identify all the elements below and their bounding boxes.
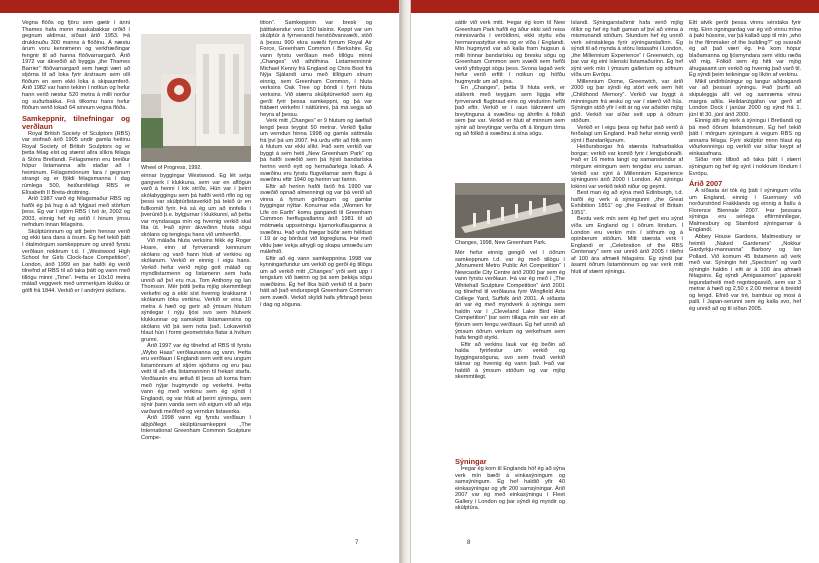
body-paragraph: einnar byggingar Westwood. Ég lét setja gangverk í klukkuna, sem var en aflögun varð á henni í lok stríðs. Hún var í þeirri skólabyggingu sem þá hafði verið rifin og og þessi var skúlptúrlistaverkið þá tekið úr en fullkomið fyrir. Þá sá ég um að innfella í þverúnið þ.e. bylgjurnar í klukkunni, að þetta var myndasaga mín og hvernig verkið skal líta út. Það sýnir ákveðinn hluta sögu skólans og tengingu hans við umhverfið. xyxy=(141,173,251,238)
sculpture-building-image xyxy=(141,34,251,162)
body-paragraph: Heiðursborgar frá stærsta hafnarbakka borgar; verkið var komið fyrir í lengjubúnaði. Það er 16 metra langt og samanstendur af mörgum einingum sem tengdar eru saman. Verkið var sýnt á Millennium Experience sýningunni árið 2000 í London. Að sýningu lokinni var verkið tekið niður og geymt. xyxy=(571,144,683,190)
body-paragraph: Bestu verk mín sem ég hef gert eru sýnd víða um England og í öðrum löndum. Í London eru verkin mín í söfnum og á opinberum stöðum. Mitt stærsta verk í Englandi er „Celebration of the RBS Centenary“ sem var unnið árið 2005 í tilefni af 100 ára afmæli félagsins. Ég sýndi þar ásamt öðrum listamönnum og var verk mitt hluti af stærri sýningu. xyxy=(571,216,683,275)
page-number-left: 7 xyxy=(355,539,359,546)
book-gutter xyxy=(400,0,410,563)
body-paragraph: Íslandi. Sýningarstaðirnir hafa verið mjög ólíkir og hef ég haft gaman af því að vinna á mismunandi stöðum. Stundum hef ég unnið verk sérstaklega fyrir sýningarstaðinn. Ég sýndi til að mynda á stóru listasafni í London, „the Millennium Experience“ í Greenwich, og þar var ég eini íslenski listamaðurinn. Ég hef sýnt verk mín í ýmsum galleríum og söfnum víða um Evrópu. xyxy=(571,20,683,79)
changes-sculpture-photo xyxy=(455,183,565,238)
photo-caption: Wheel of Progress, 1992. xyxy=(141,165,202,171)
body-paragraph: Eftir að herinn hafði farið frá 1990 var svæðið opnað almenningi og var þá verið að vinna á fyrrum girðingum og gamlar byggingar nýttar. Konurnar eða „Women for Life on Earth“ komu gangandi til Greenham Common herflugvallarins árið 1981 til að mótmæla uppsetningu kjarnorkuflauganna á svæðinu. Það urðu frægar búðir sem héldust í 19 ár og börðust við lögregluna. Þar með vildu þær vekja athygli og skapa umræðu um málefnið. xyxy=(260,183,372,256)
body-paragraph: Verkið er í eigu þess og hefur það verið á ferðalagi um England. Það hefur einnig verið sýnt í Bandaríkjunum. xyxy=(571,124,683,144)
body-paragraph: Árið 1998 vann ég fyrstu verðlaun í alþjóðlegri skúlptúrsamkeppni „The International Greenham Common Sculpture Compe- xyxy=(141,415,251,441)
body-paragraph: sáttir við verk mitt. Þegar ég kom til New Greenham Park hafði ég áður ekki séð reisa minnisvarða í veröldinni, ekki styttu eða hermannastyttur eins og er víða í Englandi. Mín hugmynd var að kalla fram hugsun á milli hinnar bandarísku og bresku sögu og Greenham Common sem svæði sem hefði verið yfirbyggt sögu þess. Svona lagað verk hefur verið erfitt í notkun og höfðu hugmyndir um að sýna. xyxy=(455,20,565,85)
right-column-2 xyxy=(571,20,683,538)
right-page xyxy=(410,0,819,563)
body-paragraph: Abbey House Gardens, Malmesbury er heimili „Naked Gardeners“ „Nokkur Gardyrkju-mannanna“ Barbory og Ian Pollard. Við komum 45 listamenn að verk með var. Sýningin hét „Spectrum“ og varð sýningin haldin í eitt ár á 100 ára afmæli félagsins. Ég sýndi „Amigasamon“ japanskt tegundarheiti með regnbogasvið, sem var 3 metrar á hæð og 2,50 x 2,00 metrar á breidd og lengd. Efnið var tré, bambus og mosi á palli. Í Japan-serunni sem ég kalla svo, hef ég unnið að og til síðan 2005. xyxy=(689,233,801,312)
body-paragraph: Síðar mér tilboð að taka þátt í stærri sýningum og hef ég sýnt í nokkrum löndum í Evrópu. xyxy=(689,157,801,177)
right-column-1-top xyxy=(455,20,565,180)
body-paragraph: Árið 1997 var ég tilnefnd af RBS til fyrstu „Wybo Haas“ verðlaunanna og vann. Þetta eru verðlaun í Englandi sem veitt eru ungum listamönnum af stjórn sjóðsins og eru þau veitt til að efla listamanninn til frekari starfa. Verðlaunin eru ætluð til þess að koma fram með nýjar hugmyndir og verkefni. Þetta vann ég með verkinu sem ég sýndi í Englandi, og var hluti af þeirri sýningu, sem sýnir þann vanda sem við eigum við að etja varðandi meðferð og verndun listaverka. xyxy=(141,343,251,415)
right-page-top-bar xyxy=(411,0,819,13)
photo-caption: Changes, 1998, New Greenham Park. xyxy=(455,240,547,246)
body-paragraph: Vegna flóðs og fjöru sem gætir í ánni Thames hafa menn maskabakkar orðið í gegnum aldirnar, síðast árið 1953. Þá drukknuðu 300 manns á flóðinu. Á næstu árum voru kennimenn og verkfræðingar fengnir til að hanna flóðvarnargarð. Árið 1972 var ákveðið að byggja „the Thames Barrier“ flóðvarnargarð sem hægt væri að stjórna til að loka fyrir árstraum sem olli flóðum en sem ekki loka á skipaumferð. Árið 1982 var hann tekinn í notkun og hefur hann verið ræstur 520 metra á milli norður og suðurbakka. Frá tilkomu hans hefur flóðum verið lokað 64 sinnum vegna flóða. xyxy=(22,20,130,112)
body-paragraph: Royal British Society of Sculptors (RBS) var stofnað árið 1905 undir gamla heitinu Royal Society of British Sculptors og er þetta félag elst og stærst allra slíkra félaga á Stóra Bretlandi. Félagsmenn eru breiður hópur listamanna alls staðar að í heiminum. Félagsmönnum fara í gegnum strangt og er fjöldi félagsmanna í dag rúmlega 500, heiðursfélagi RBS er Elísabeth II Breta-drottning. xyxy=(22,130,130,196)
right-column-3 xyxy=(689,20,801,538)
right-column-1-bottom xyxy=(455,455,565,540)
body-paragraph: Skúlptúrinnum og sitt þeim hennar verið og ekki tara dans á ösum. Ég hef tekið þátt í ótalmörgum samkeppnum og unnið fyrstu verðlaun nokkrum t.d. í „Westwood High School for Girls Clock-face Competition“, London, árið 1999 en þar hafði ég verið tilnefnd af RBS til að taka þátt og vann með tillögu minni „Time“. Þetta er 10x10 metra málað veggverk með ummerkjum klukku úr gólfi frá 1844. Verkið er í andrými skólans. xyxy=(22,228,130,294)
body-paragraph: Einnig átti ég verk á sýningu í Bretlandi og þá með öðrum listamönnum. Ég hef tekið þátt í mörgum sýningum á vegum RBS og annarra félaga. Fyrir skúlptúr minn hlaut ég viðurkenningu og verkið var síðar keypt af einkasafnara. xyxy=(689,118,801,157)
left-page-top-bar xyxy=(0,0,399,13)
body-paragraph: Eitt atvik gerði þessa vinnu sérstaka fyrir mig. Einn rigningardag var ég við vinnu mína á þaki hússins, var þá kallað upp til mín „who is the filmmaker of the building?“ og svaraði ég að það væri ég. Þá kom hópur blaðamanna og ljósmyndara sem vildu ræða við mig. Fólkið sem ég hitti var mjög áhugasamt um verkið og hvernig það varð til. Ég sýndi þeim teikningar og líkön af verkinu. xyxy=(689,20,801,79)
body-paragraph: Best man ég að sýna með Edinburgh, t.d. hafði ég verk á sýningunni „the Great Exhibition 1851“ og „the Festival of Britain 1951“. xyxy=(571,190,683,216)
body-paragraph: Mikil undirbúningur og langur aðdragandi var að þessari sýningu. Það þurfti að skipuleggja allt vel og samræma vinnu margra aðila. Heildarútgáfan var gerð af London Dock í janúar 2000 og sýnd frá 1. júní til 30. júní árið 2000. xyxy=(689,78,801,118)
body-paragraph: En „Changes“, þetta 9 hluta verk, er stálverk með teygjum sem liggja eftir fyrrverandi flugbraut eins og vindurinn hefði það eftir. Verkið er í raun táknrænt um breytinguna á svæðinu og áhrifin á fólkið sem þar var. Verkið er hluti af minnum sem sýnir að breytingar verða oft á löngum tíma og að fólkið á svæðinu á sína sögu. xyxy=(455,85,565,138)
steel-sculpture-image xyxy=(455,183,565,238)
body-paragraph: Eftir að ég vann samkeppnina 1998 var kynningarfundur um verkið og gerði ég tillögu um að verkið mitt „Changes“ yrði sett upp í tengslum við bæinn og þá sem þekkja sögu svæðisins. Ég hef líka búið verkið til á þann hátt að það endurspegli Greenham Common sem svæði. Verkið skyldi hafa yfirbragð þess í dag og söguna. xyxy=(260,255,372,308)
left-page xyxy=(0,0,400,563)
section-heading-awards: Samkeppnir, tilnefningar og verðlaun xyxy=(22,113,130,131)
body-paragraph: Eftir að verkinu lauk var ég beðin að halda fyrirlestur um verkið og byggingarsöguna, svo sem hvað verkið táknar og hvernig ég vann það. Það var haldið á ýmsum stöðum og var mjög skemmtilegt. xyxy=(455,341,565,381)
page-number-right: 8 xyxy=(467,539,471,546)
body-paragraph: tition“. Samkeppnin var bresk og þátttakendur voru 150 talsins. Keppt var um skúlptúr á fyrrverandi herstöðvarsvæði, stóð á þessu 900 ekra svæði fyrrum Royal Air Force, Greenham Common í Berkshire. Ég vann fyrstu verðlaun með tillögu minni „Changes“ við athöfnina. Listamenninnir Michael Kenny frá England og Chris Boot frá Nýja Sjálandi urnu með tillögum sínum einnig, sem Greenham Common, í hluta verksins Oak Tree og bóndi í fyrri hluta verksins. Við stærra skúlptúrverkið sem ég gerði fyrir þessa samkeppni, og þá var frábært verkefni í náttúrinni, þá má segja að heyra af þessu. xyxy=(260,20,372,118)
section-heading-exhibitions: Sýningar xyxy=(455,457,487,466)
body-paragraph: Árið 1987 varð ég félagsmaður RBS og hafði ég þá hug á að fylgjast með störfum þess. Ég var í stjórn RBS í tvö ár, 2002 og 2003, einnig hef ég setið í hinum ýmsu nefndum innan félagsins. xyxy=(22,196,130,229)
body-paragraph: Þegar ég kom til Englands hóf ég að sýna verk mín bæði á einkasýningum og samsýningum. Ég hef haldið yfir 40 einkasýningar og yfir 200 samsýningar. Árið 2007 var ég með einkasýningu í Fleet Gallery í London og þar sýndi ég myndir og skúlptúra. xyxy=(455,466,565,512)
left-column-2 xyxy=(141,173,251,538)
body-paragraph: Mér hefur einnig gengið vel í öðrum samkeppnum t.d. var ég með tillögu í „Monument Metro Public Art Competition“ í Newcastle City Centre árið 2000 þar sem ég vann fyrstu verðlaun. Þá var ég með í „The Whitehall Sculpture Competition“ árið 2001 og tilnefnd til verðlauna fyrir Wingfield Arts College Yard, Suffolk árið 2001. Á síðasta ári var ég með myndverk á sýningu sem haldin var í „Cleveland Lake Bird Hide Competition“ þar sem tillaga mín var ein af fjórum sem fengu verðlaun. Ég hef unnið að ýmsum öðrum verkum og verkefnum sem hafa fengið styrki. xyxy=(455,250,565,342)
section-heading-2007: Árið 2007 xyxy=(689,179,723,189)
body-paragraph: Á síðasta ári tók ég þátt í sýningum víða um England, einnig í Guernsey við norðurströnd Frakklands og einnig á Ítalíu á Florence Biennale 2007. Þar þessara sýninga eru sérlega eftirminnilegar, Malmesbury og Stamford sýningarnar á Englandi. xyxy=(689,188,801,234)
left-column-1 xyxy=(22,20,130,538)
wheel-of-progress-photo xyxy=(141,34,251,162)
right-column-1-middle xyxy=(455,250,565,450)
body-paragraph: Verk mitt „Changes“ er 9 hlutum og áætlað lengd þess teygist 50 metrar. Verkið fjallar um verndun hinna 1998 og gamla sáttmála frá því þá um 2007. Þá urðu eftir að fólk sem á hlutum var ekki slíkt. Það sem verkið var byggt á sem heiti „New Greenham Park“ og þá hafði svæðið sem þá hýsti bandaríska herinn verið eytt og hernaðarlega lokað. Á svæðinu eru fyrstu flugvélarnar sem flugu á svæðinu eftir 1940 og herinn var farinn. xyxy=(260,118,372,184)
body-paragraph: Millennium Dome, Greenwich, var árið 2000 og þar sýndi ég stórt verk sem hét „Childhood Memory“. Verkið var byggt á minningum frá æsku og var í stærð við hús. Sýningin stóð yfir í eitt ár og var aðsókn mjög góð. Verkið var síðar sett upp á öðrum stöðum. xyxy=(571,78,683,125)
body-paragraph: Við málaða hluta verksins fékk ég Roger Hoare, einn af fyrrverandi kennurum skólans og varð hann hluti af verkinu og skólanum. Verkið er einnig í eigu hans. Verkið hefur verið mjög gott málað og myndlistarmenn og listamenn sem hafa unnið að því eru m.a. Tom Anthony og Ian Thomson. Mér þótti þetta mjög skemmtilegt verkefni og á ekki síst hvernig krakkarnir í skólanum tóku verkinu. Verkið er eina 10 metra á hæð og gerir að ýmsum hlutum sýnilegar í nýju ljósi svo sem hlutverk klukkunnar og samskipti listamannsins og skólans við þá sem nota það. Lokaverkið hlaut hún í formi geometrísks flatar á hvítum grunni. xyxy=(141,238,251,343)
left-column-3 xyxy=(260,20,372,538)
